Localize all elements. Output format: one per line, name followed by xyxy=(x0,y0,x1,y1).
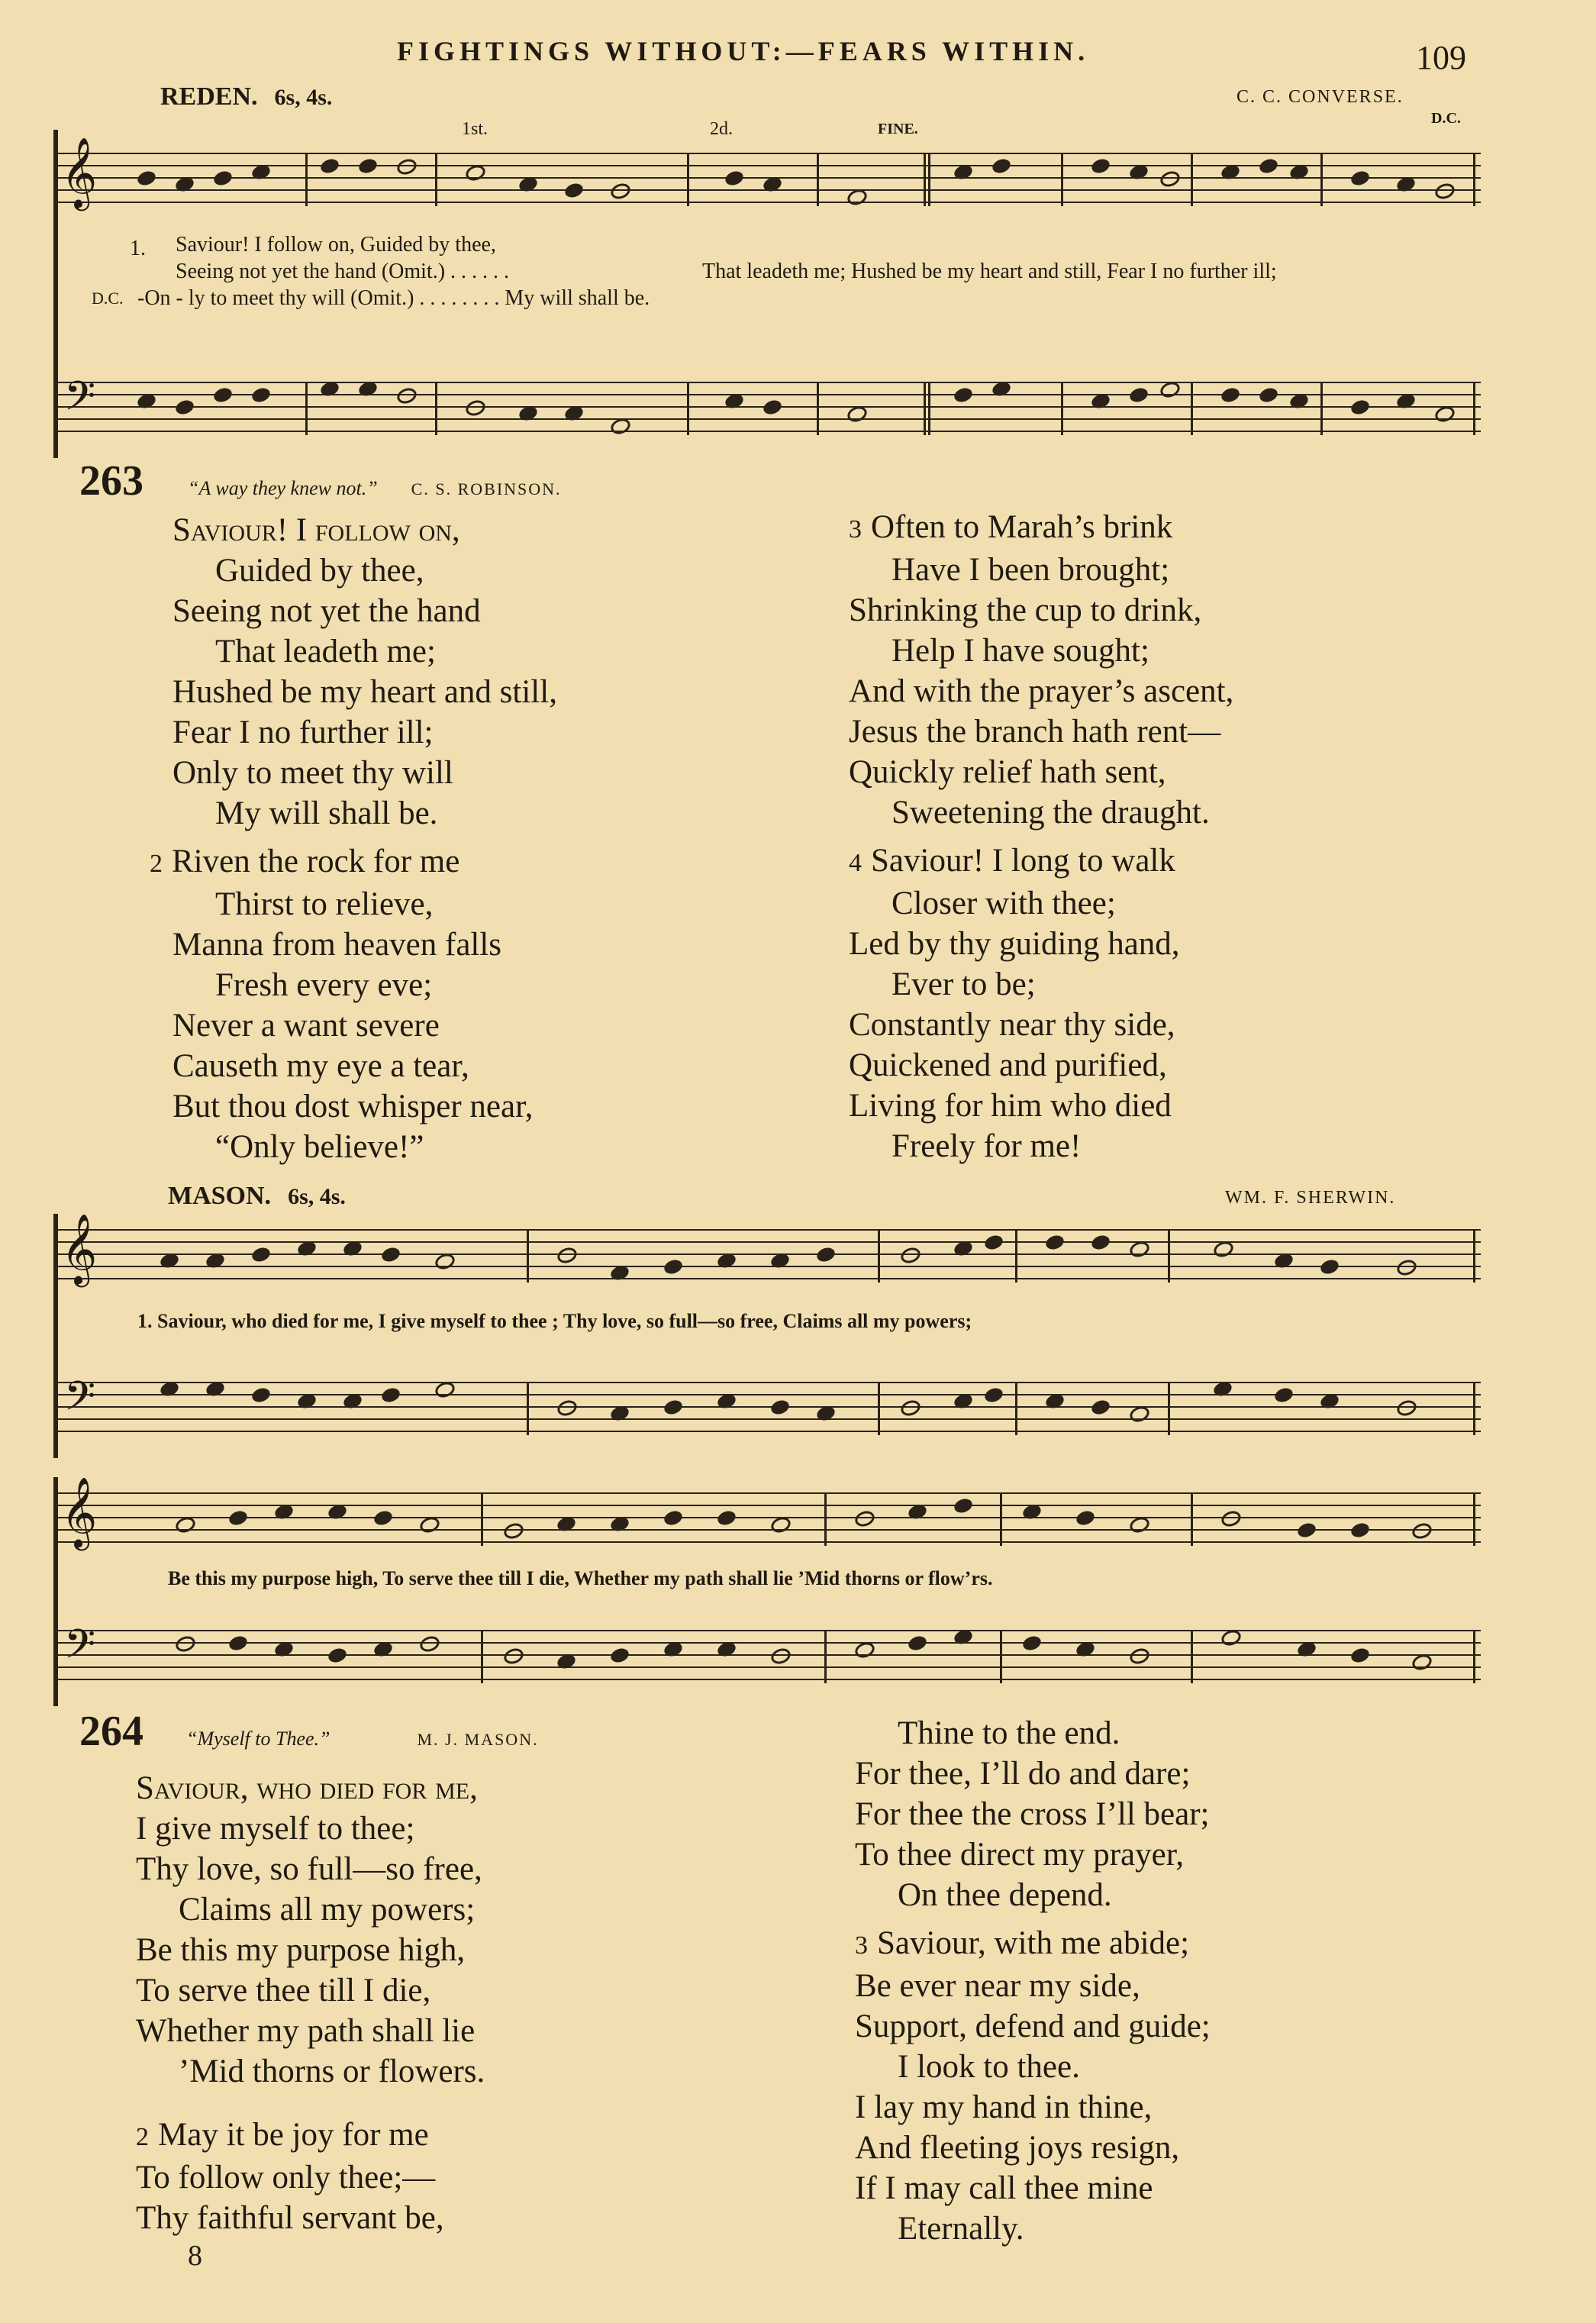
note-head xyxy=(395,156,419,177)
verse-line: Eternally. xyxy=(898,2211,1024,2247)
composer-credit: C. C. CONVERSE. xyxy=(1236,87,1404,107)
note-head xyxy=(609,181,633,202)
staff-line xyxy=(53,431,1481,432)
bar-line xyxy=(1000,1630,1002,1683)
note-head xyxy=(418,1634,442,1654)
note-head xyxy=(899,1398,923,1418)
bass-staff xyxy=(53,1621,1481,1683)
note-head xyxy=(227,1634,249,1652)
bar-line xyxy=(824,1492,827,1546)
verse-line: Support, defend and guide; xyxy=(855,2008,1211,2044)
note-head xyxy=(372,1508,394,1527)
note-head xyxy=(1021,1634,1043,1652)
verse-line: I look to thee. xyxy=(898,2049,1080,2085)
bass-clef-icon: 𝄢 xyxy=(64,1621,96,1678)
bar-line xyxy=(928,382,930,435)
staff-line xyxy=(53,1229,1481,1231)
note-head xyxy=(1090,1398,1111,1416)
note-head xyxy=(174,1634,198,1654)
verse-line: Quickened and purified, xyxy=(849,1047,1167,1083)
verse-line: For thee, I’ll do and dare; xyxy=(855,1756,1191,1792)
staff-line xyxy=(53,1406,1481,1408)
staff-line xyxy=(53,1241,1481,1243)
verse-line: Help I have sought; xyxy=(892,633,1149,669)
staff-line xyxy=(53,153,1481,154)
verse-line: 4 xyxy=(849,849,862,877)
note-head xyxy=(769,1646,793,1666)
bar-line xyxy=(435,382,437,435)
verse-line: Riven the rock for me xyxy=(172,844,460,879)
staff-line xyxy=(53,1630,1481,1631)
verse-line: For thee the cross I’ll bear; xyxy=(855,1796,1210,1832)
bar-line xyxy=(305,382,308,435)
bar-line xyxy=(878,1382,880,1435)
bar-line xyxy=(527,1229,529,1282)
bar-line xyxy=(928,153,930,206)
tune-meter: 6s, 4s. xyxy=(274,85,333,110)
bar-line xyxy=(1061,382,1063,435)
bar-line xyxy=(1473,1382,1475,1435)
tune-heading-reden xyxy=(160,82,332,111)
bar-line xyxy=(1061,153,1063,206)
stanza-2 xyxy=(150,841,557,1167)
bar-line xyxy=(687,382,689,435)
treble-clef-icon: 𝄞 xyxy=(61,1213,98,1284)
note-head xyxy=(1128,386,1149,404)
verse-line: Hushed be my heart and still, xyxy=(172,674,557,710)
verse-line: Quickly relief hath sent, xyxy=(849,754,1166,790)
stanza-2-continued xyxy=(855,1713,1211,1915)
note-head xyxy=(556,1398,579,1418)
note-head xyxy=(556,1245,579,1266)
verse-line: My will shall be. xyxy=(215,795,438,831)
tune-heading-mason xyxy=(168,1182,346,1211)
bar-line xyxy=(924,153,926,206)
bar-line xyxy=(817,153,819,206)
verse-line: Saviour! I follow on, xyxy=(172,512,460,548)
bar-line xyxy=(878,1229,880,1282)
note-head xyxy=(1349,398,1371,416)
note-head xyxy=(609,1646,630,1664)
staff-line xyxy=(53,1517,1481,1518)
hymn-263-heading xyxy=(79,457,562,505)
verse-line: 3 xyxy=(855,1931,868,1960)
verse-line: Manna from heaven falls xyxy=(172,927,502,963)
note-head xyxy=(762,398,783,416)
note-head xyxy=(502,1646,526,1666)
bar-line xyxy=(481,1492,483,1546)
staff-line xyxy=(53,1431,1481,1432)
bass-staff xyxy=(53,373,1481,435)
note-head xyxy=(395,386,419,406)
verse-line: Ever to be; xyxy=(892,966,1036,1002)
page-number: 109 xyxy=(1416,39,1466,76)
bar-line xyxy=(1473,1492,1475,1546)
verse-line: Only to meet thy will xyxy=(172,755,453,791)
bar-line xyxy=(1015,1229,1017,1282)
lyric-line: 1. Saviour, who died for me, I give myself to thee ; Thy love, so full—so free, Claims all my powers; xyxy=(137,1310,972,1332)
bass-clef-icon: 𝄢 xyxy=(64,373,96,430)
verse-line: And with the prayer’s ascent, xyxy=(849,673,1234,709)
verse-line: But thou dost whisper near, xyxy=(172,1089,534,1124)
verse-line: Be this my purpose high, xyxy=(136,1932,466,1968)
composer-credit: WM. F. SHERWIN. xyxy=(1225,1188,1396,1208)
verse-line: Closer with thee; xyxy=(892,886,1116,921)
treble-clef-icon: 𝄞 xyxy=(61,137,98,208)
verse-line: May it be joy for me xyxy=(158,2117,429,2153)
hymn-number: 264 xyxy=(79,1708,143,1755)
verse-line: Claims all my powers; xyxy=(179,1892,476,1928)
fine-mark: FINE. xyxy=(878,121,918,137)
verse-line: Causeth my eye a tear, xyxy=(172,1048,469,1084)
stanza-3 xyxy=(849,507,1233,833)
bar-line xyxy=(1191,1630,1193,1683)
verse-line: Saviour, who died for me, xyxy=(136,1770,478,1806)
note-head xyxy=(212,386,234,404)
note-head xyxy=(563,181,585,199)
verse-line: Saviour, with me abide; xyxy=(877,1925,1190,1961)
staff-line xyxy=(53,1418,1481,1420)
note-head xyxy=(983,1233,1004,1251)
note-head xyxy=(1128,1646,1152,1666)
verse-line: Whether my path shall lie xyxy=(136,2013,476,2049)
staff-line xyxy=(53,1642,1481,1644)
verse-line: Led by thy guiding hand, xyxy=(849,926,1180,962)
note-head xyxy=(1319,1257,1340,1276)
lyric-line: Be this my purpose high, To serve thee till I die, Whether my path shall lie ’Mid thorns or flow’rs. xyxy=(168,1567,993,1589)
verse-line: Often to Marah’s brink xyxy=(871,509,1173,545)
hymn-263-column-2 xyxy=(849,507,1233,1166)
verse-line: Have I been brought; xyxy=(892,552,1170,588)
dc-mark: D.C. xyxy=(1431,110,1461,127)
treble-clef-icon: 𝄞 xyxy=(61,1476,98,1547)
note-head xyxy=(1349,1646,1371,1664)
treble-staff xyxy=(53,1476,1481,1547)
note-head xyxy=(380,1245,401,1263)
verse-line: I lay my hand in thine, xyxy=(855,2089,1153,2125)
verse-line: On thee depend. xyxy=(898,1877,1112,1913)
note-head xyxy=(327,1646,348,1664)
verse-line: Never a want severe xyxy=(172,1008,440,1044)
verse-line: I give myself to thee; xyxy=(136,1811,415,1847)
verse-line: Seeing not yet the hand xyxy=(172,593,481,629)
bar-line xyxy=(1473,153,1475,206)
staff-line xyxy=(53,1679,1481,1680)
staff-line xyxy=(53,1266,1481,1267)
note-head xyxy=(136,169,157,187)
note-head xyxy=(716,1508,737,1527)
note-head xyxy=(1220,386,1241,404)
bar-line xyxy=(817,382,819,435)
staff-line xyxy=(53,382,1481,383)
verse-line: Thy love, so full—so free, xyxy=(136,1851,482,1887)
stanza-1 xyxy=(136,1768,485,2092)
hymn-subtitle: “Myself to Thee.” xyxy=(186,1728,330,1750)
verse-line: Shrinking the cup to drink, xyxy=(849,592,1202,628)
bar-line xyxy=(527,1382,529,1435)
hymn-subtitle: “A way they knew not.” xyxy=(188,477,378,499)
note-head xyxy=(227,1508,249,1527)
verse-line: Fear I no further ill; xyxy=(172,715,434,750)
note-head xyxy=(1273,1386,1295,1404)
bar-line xyxy=(1000,1492,1002,1546)
staff-line xyxy=(53,1382,1481,1383)
verse-line: Thirst to relieve, xyxy=(215,886,434,922)
bar-line xyxy=(687,153,689,206)
verse-line: Freely for me! xyxy=(892,1128,1082,1164)
note-head xyxy=(250,1386,272,1404)
note-head xyxy=(907,1634,928,1652)
note-head xyxy=(1349,169,1371,187)
note-head xyxy=(1258,156,1279,175)
bar-line xyxy=(1168,1382,1170,1435)
note-head xyxy=(1090,156,1111,175)
verse-line: If I may call thee mine xyxy=(855,2170,1153,2206)
verse-line: Thy faithful servant be, xyxy=(136,2200,444,2236)
bar-line xyxy=(1191,382,1193,435)
bar-line xyxy=(1191,1492,1193,1546)
staff-line xyxy=(53,1529,1481,1531)
bar-line xyxy=(1320,153,1323,206)
bar-line xyxy=(1473,382,1475,435)
staff-line xyxy=(53,1492,1481,1494)
verse-line: To thee direct my prayer, xyxy=(855,1837,1185,1873)
verse-line: 3 xyxy=(849,515,862,544)
note-head xyxy=(724,169,745,187)
note-head xyxy=(1296,1521,1317,1539)
note-head xyxy=(319,156,340,175)
note-head xyxy=(1090,1233,1111,1251)
stanza-2 xyxy=(136,2115,485,2238)
staff-line xyxy=(53,1505,1481,1506)
note-head xyxy=(663,1508,684,1527)
note-head xyxy=(1258,386,1279,404)
note-head xyxy=(953,1496,974,1515)
treble-staff xyxy=(53,137,1481,208)
bar-line xyxy=(1473,1630,1475,1683)
bar-line xyxy=(824,1630,827,1683)
verse-line: ’Mid thorns or flowers. xyxy=(179,2054,485,2089)
music-score-mason-system-1 xyxy=(53,1214,1481,1466)
bar-line xyxy=(1473,1229,1475,1282)
note-head xyxy=(502,1521,526,1541)
note-head xyxy=(1349,1521,1371,1539)
verse-line: To follow only thee;— xyxy=(136,2160,436,2196)
verse-line: “Only believe!” xyxy=(215,1129,424,1165)
bar-line xyxy=(435,153,437,206)
note-head xyxy=(464,398,488,418)
verse-line: 2 xyxy=(136,2123,149,2151)
note-head xyxy=(1220,1508,1243,1529)
note-head xyxy=(380,1386,401,1404)
hymn-264-column-1 xyxy=(136,1768,485,2273)
verse-line: Fresh every eve; xyxy=(215,967,433,1003)
verse-line: Be ever near my side, xyxy=(855,1968,1140,2004)
music-score-reden: 1st. 2d. FINE. D.C. 𝄞 1. Saviour! I follow on, Guided by thee, Seeing not yet the hand (Omit.) . . . . . . That leadeth me; Hushed be my heart and still, Fear I no further ill; D.C. -On - ly to meet thy will (Omit.) . . . . . . . . My will shall be. 𝄢 xyxy=(53,115,1481,450)
note-head xyxy=(1433,181,1457,202)
bar-line xyxy=(1191,153,1193,206)
music-score-mason-system-2 xyxy=(53,1477,1481,1729)
stanza-1 xyxy=(172,510,557,834)
staff-line xyxy=(53,418,1481,420)
bar-line xyxy=(1320,382,1323,435)
verse-line: Constantly near thy side, xyxy=(849,1007,1175,1043)
verse-line: Thine to the end. xyxy=(898,1715,1120,1751)
note-head xyxy=(991,156,1012,175)
bass-clef-icon: 𝄢 xyxy=(64,1373,96,1430)
hymn-263-column-1 xyxy=(150,510,557,1167)
verse-line: Guided by thee, xyxy=(215,553,424,589)
note-head xyxy=(663,1398,684,1416)
bar-line xyxy=(924,382,926,435)
staff-line xyxy=(53,1278,1481,1279)
note-head xyxy=(769,1398,791,1416)
tune-name: MASON. xyxy=(168,1182,272,1210)
note-head xyxy=(357,156,379,175)
note-head xyxy=(663,1257,684,1276)
verse-line: To serve thee till I die, xyxy=(136,1973,431,2008)
verse-line: That leadeth me; xyxy=(215,634,436,669)
note-head xyxy=(953,386,974,404)
note-head xyxy=(1395,1257,1419,1278)
hymn-author: M. J. MASON. xyxy=(417,1730,539,1749)
note-head xyxy=(1411,1521,1434,1541)
stanza-4 xyxy=(849,840,1233,1166)
hymn-author: C. S. ROBINSON. xyxy=(411,479,562,498)
bass-staff xyxy=(53,1373,1481,1435)
hymn-number: 263 xyxy=(79,457,143,505)
signature-mark: 8 xyxy=(188,2240,202,2272)
note-head xyxy=(853,1508,877,1529)
bar-line xyxy=(1168,1229,1170,1282)
bar-line xyxy=(1015,1382,1017,1435)
note-head xyxy=(899,1245,923,1266)
hymn-264-heading xyxy=(79,1707,539,1756)
note-head xyxy=(1075,1508,1096,1527)
verse-line: 2 xyxy=(150,850,163,878)
note-head xyxy=(174,398,195,416)
verse-line: Saviour! I long to walk xyxy=(871,843,1175,879)
tune-name: REDEN. xyxy=(160,82,258,111)
note-head xyxy=(983,1386,1004,1404)
staff-line xyxy=(53,1654,1481,1656)
note-head xyxy=(1159,169,1182,189)
note-head xyxy=(815,1245,837,1263)
second-ending-mark: 2d. xyxy=(710,119,733,139)
verse-line: Living for him who died xyxy=(849,1088,1172,1124)
first-ending-mark: 1st. xyxy=(462,119,488,139)
verse-line: Jesus the branch hath rent— xyxy=(849,714,1221,750)
staff-line xyxy=(53,177,1481,179)
hymn-264-column-2 xyxy=(855,1713,1211,2249)
running-header: FIGHTINGS WITHOUT:—FEARS WITHIN. xyxy=(397,36,1090,66)
note-head xyxy=(250,1245,272,1263)
staff-line xyxy=(53,1541,1481,1543)
stanza-3 xyxy=(855,1923,1211,2249)
bar-line xyxy=(305,153,308,206)
note-head xyxy=(212,169,234,187)
verse-line: And fleeting joys resign, xyxy=(855,2130,1180,2166)
tune-meter: 6s, 4s. xyxy=(288,1184,346,1209)
staff-line xyxy=(53,1666,1481,1668)
note-head xyxy=(1044,1233,1066,1251)
verse-line: Sweetening the draught. xyxy=(892,795,1210,831)
note-head xyxy=(250,386,272,404)
treble-staff xyxy=(53,1213,1481,1284)
note-head xyxy=(1395,1398,1419,1418)
staff-line xyxy=(53,202,1481,203)
bar-line xyxy=(481,1630,483,1683)
